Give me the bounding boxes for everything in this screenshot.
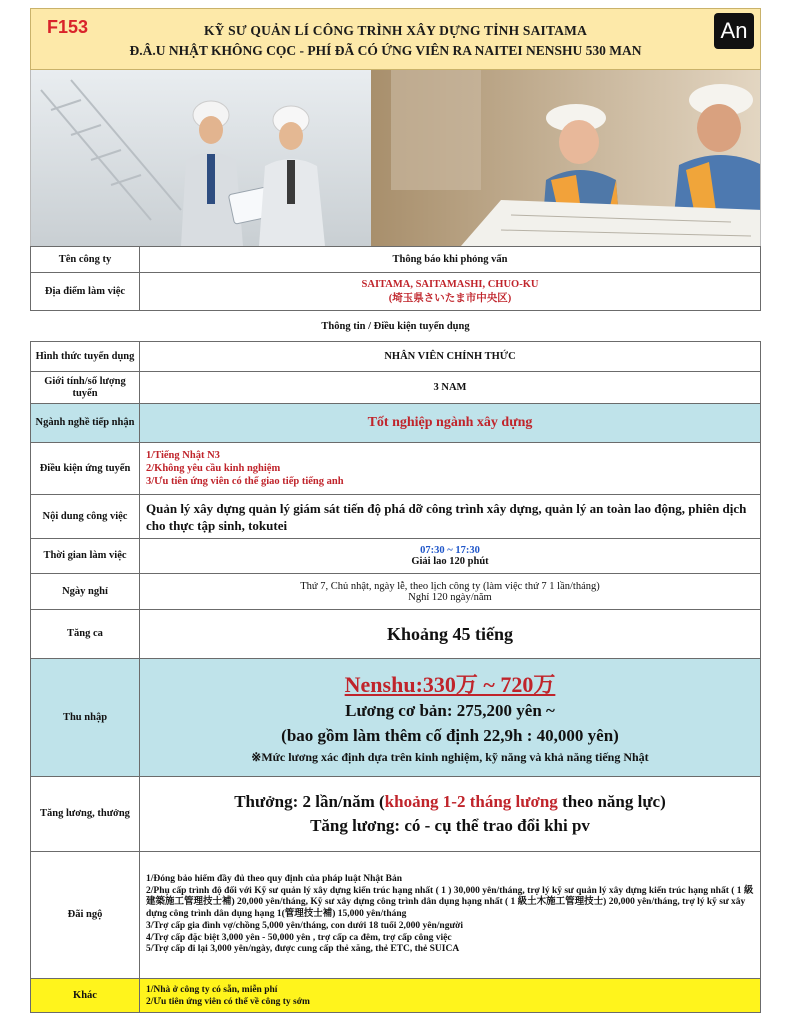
work-time-value: [140, 539, 761, 574]
title-line-1: KỸ SƯ QUẢN LÍ CÔNG TRÌNH XÂY DỰNG TỈNH SAITAMA: [203, 23, 588, 38]
bonus-highlight: khoảng 1-2 tháng lương: [384, 792, 558, 811]
other-item: 1/Nhà ở công ty có sẵn, miễn phí: [146, 984, 278, 995]
holidays-label: Ngày nghỉ: [31, 574, 140, 610]
employment-type-value: NHÂN VIÊN CHÍNH THỨC: [140, 342, 761, 372]
job-code: F153: [47, 17, 89, 37]
location-line-2: (埼玉県さいたま市中央区): [388, 292, 512, 304]
work-time-hours: 07:30 ~ 17:30: [420, 545, 480, 556]
brand-logo: An: [714, 13, 754, 49]
other-label: Khác: [31, 979, 140, 1013]
gender-count-value: 3 NAM: [140, 372, 761, 404]
bonus-value: [140, 777, 761, 852]
income-base: Lương cơ bản: 275,200 yên ~: [345, 700, 555, 720]
holidays-line-1: Thứ 7, Chủ nhật, ngày lễ, theo lịch công ty (làm việc thứ 7 1 lần/tháng): [300, 580, 600, 592]
benefit-item: 3/Trợ cấp gia đình vợ/chồng 5,000 yên/tháng, con dưới 18 tuổi 2,000 yên/người: [146, 920, 464, 931]
gender-count-label: Giới tính/số lượng tuyển: [31, 372, 140, 404]
requirements-list: [140, 443, 761, 495]
income-value: [140, 659, 761, 777]
employment-type-label: Hình thức tuyển dụng: [31, 342, 140, 372]
overtime-value: Khoảng 45 tiếng: [140, 610, 761, 659]
requirement-item: 3/Ưu tiên ứng viên có thể giao tiếp tiếng anh: [146, 476, 344, 487]
benefits-list: [140, 852, 761, 979]
overtime-label: Tăng ca: [31, 610, 140, 659]
company-label: Tên công ty: [31, 247, 140, 273]
job-posting: [30, 8, 761, 1016]
holidays-line-2: Nghỉ 120 ngày/năm: [408, 591, 492, 603]
construction-photo-illustration: [31, 70, 761, 246]
income-nenshu: Nenshu:330万 ~ 720万: [344, 671, 556, 697]
other-item: 2/Ưu tiên ứng viên có thể về công ty sớm: [146, 996, 310, 1007]
benefit-item: 4/Trợ cấp đặc biệt 3,000 yên - 50,000 yên , trợ cấp ca đêm, trợ cấp công việc: [146, 932, 452, 943]
bonus-line: [146, 790, 754, 814]
income-note: ※Mức lương xác định dựa trên kinh nghiệm, kỹ năng và khả năng tiếng Nhật: [251, 749, 649, 764]
requirements-label: Điều kiện ứng tuyển: [31, 443, 140, 495]
company-table: [30, 246, 761, 311]
job-content-value: Quản lý xây dựng quản lý giám sát tiến độ phá dỡ công trình xây dựng, quản lý an toàn lao động, phiên dịch cho thực tập sinh, tokutei: [140, 495, 761, 539]
benefit-item: 5/Trợ cấp đi lại 3,000 yên/ngày, được cung cấp thẻ xăng, thẻ ETC, thẻ SUICA: [146, 944, 460, 955]
raise-line: Tăng lương: có - cụ thể trao đổi khi pv: [310, 816, 590, 835]
requirement-item: 2/Không yêu cầu kinh nghiệm: [146, 463, 281, 474]
header: [30, 8, 761, 70]
conditions-table: [30, 341, 761, 1013]
location-line-1: SAITAMA, SAITAMASHI, CHUO-KU: [361, 278, 539, 290]
header-photo: [30, 70, 761, 246]
work-time-label: Thời gian làm việc: [31, 539, 140, 574]
holidays-value: [140, 574, 761, 610]
income-fixed: (bao gồm làm thêm cố định 22,9h : 40,000 yên): [281, 725, 619, 745]
title-line-2: Đ.Â.U NHẬT KHÔNG CỌC - PHÍ ĐÃ CÓ ỨNG VIÊN RA NAITEI NENSHU 530 MAN: [129, 43, 642, 58]
job-content-label: Nội dung công việc: [31, 495, 140, 539]
location-label: Địa điểm làm việc: [31, 273, 140, 311]
section-title: Thông tin / Điều kiện tuyển dụng: [321, 321, 470, 332]
other-list: [140, 979, 761, 1013]
requirement-item: 1/Tiếng Nhật N3: [146, 450, 220, 461]
field-value: Tốt nghiệp ngành xây dựng: [140, 404, 761, 443]
bonus-prefix: Thưởng: 2 lần/năm (: [234, 792, 385, 811]
field-label: Ngành nghề tiếp nhận: [31, 404, 140, 443]
location-value: [140, 273, 761, 311]
bonus-label: Tăng lương, thưởng: [31, 777, 140, 852]
benefits-label: Đãi ngộ: [31, 852, 140, 979]
benefit-item: 1/Đóng bảo hiểm đầy đủ theo quy định của pháp luật Nhật Bản: [146, 873, 403, 884]
income-label: Thu nhập: [31, 659, 140, 777]
company-value: Thông báo khi phỏng vấn: [140, 247, 761, 273]
bonus-suffix: theo năng lực): [557, 792, 666, 811]
work-time-break: Giải lao 120 phút: [411, 556, 489, 567]
benefit-item: 2/Phụ cấp trình độ đối với Kỹ sư quản lý xây dựng kiến trúc hạng nhất ( 1 ) 30,000 yên/tháng, trợ lý kỹ sư quản lý xây dựng kiến trúc hạng nhất ( 1 級建築施工管理技士補) 20,000 yên/tháng, Kỹ sư xây dựng công trình dân dụng hạng nhất ( 1 級土木施工管理技士) 20,000 yên/tháng, trợ lý kỹ sư xây dựng công trình dân dụng hạng 1(管理技士補) 15,000 yên/tháng: [146, 885, 754, 920]
